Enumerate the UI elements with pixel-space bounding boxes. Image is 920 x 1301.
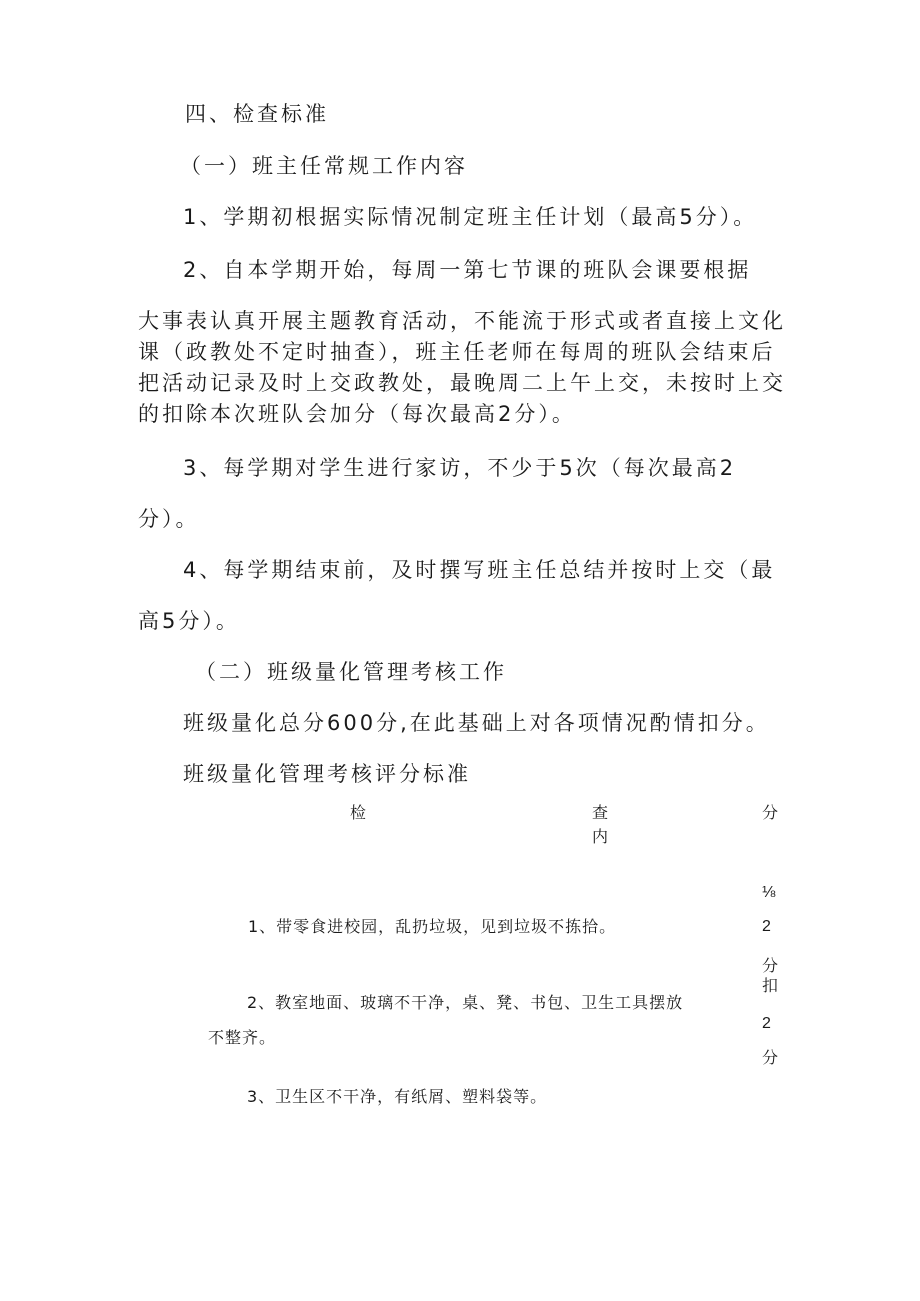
section-heading: 四、检查标准 bbox=[185, 102, 329, 126]
score-2-b: 2 bbox=[762, 1015, 771, 1032]
score-1-a: ⅛ bbox=[762, 884, 776, 901]
table-header-col-1: 检 bbox=[350, 803, 368, 822]
item-2-line-5: 的扣除本次班队会加分（每次最高2分）。 bbox=[138, 402, 576, 426]
item-2-line-1: 2、自本学期开始，每周一第七节课的班队会课要根据 bbox=[183, 258, 752, 282]
score-2-c: 分 bbox=[762, 1048, 780, 1067]
table-row-2-line-2: 不整齐。 bbox=[208, 1028, 277, 1047]
item-1: 1、学期初根据实际情况制定班主任计划（最高5分）。 bbox=[183, 205, 758, 229]
table-header-col-2-b: 内 bbox=[592, 827, 610, 846]
item-2-line-4: 把活动记录及时上交政教处，最晚周二上午上交，未按时上交 bbox=[138, 371, 786, 395]
score-2-a: 扣 bbox=[762, 976, 780, 995]
table-row-2-line-1: 2、教室地面、玻璃不干净，桌、凳、书包、卫生工具摆放 bbox=[247, 993, 684, 1012]
subsection-title-2: （二）班级量化管理考核工作 bbox=[195, 660, 507, 684]
item-2-line-2: 大事表认真开展主题教育活动，不能流于形式或者直接上文化 bbox=[138, 309, 786, 333]
table-header-col-2-a: 查 bbox=[592, 803, 610, 822]
subsection-title-1: （一）班主任常规工作内容 bbox=[180, 154, 468, 178]
item-4-line-2: 高5分）。 bbox=[138, 609, 240, 633]
paragraph-standard-title: 班级量化管理考核评分标准 bbox=[183, 762, 471, 786]
table-row-1: 1、带零食进校园，乱扔垃圾，见到垃圾不拣拾。 bbox=[248, 917, 617, 936]
score-1-b: 2 bbox=[762, 918, 771, 935]
paragraph-total-score: 班级量化总分600分,在此基础上对各项情况酌情扣分。 bbox=[183, 711, 770, 735]
item-4-line-1: 4、每学期结束前，及时撰写班主任总结并按时上交（最 bbox=[183, 558, 776, 582]
item-3-line-1: 3、每学期对学生进行家访，不少于5次（每次最高2 bbox=[183, 456, 737, 480]
item-3-line-2: 分）。 bbox=[138, 507, 200, 531]
score-1-c: 分 bbox=[762, 956, 780, 975]
table-row-3: 3、卫生区不干净，有纸屑、塑料袋等。 bbox=[247, 1087, 548, 1106]
table-header-col-3: 分 bbox=[762, 803, 780, 822]
item-2-line-3: 课（政教处不定时抽查），班主任老师在每周的班队会结束后 bbox=[138, 340, 776, 364]
